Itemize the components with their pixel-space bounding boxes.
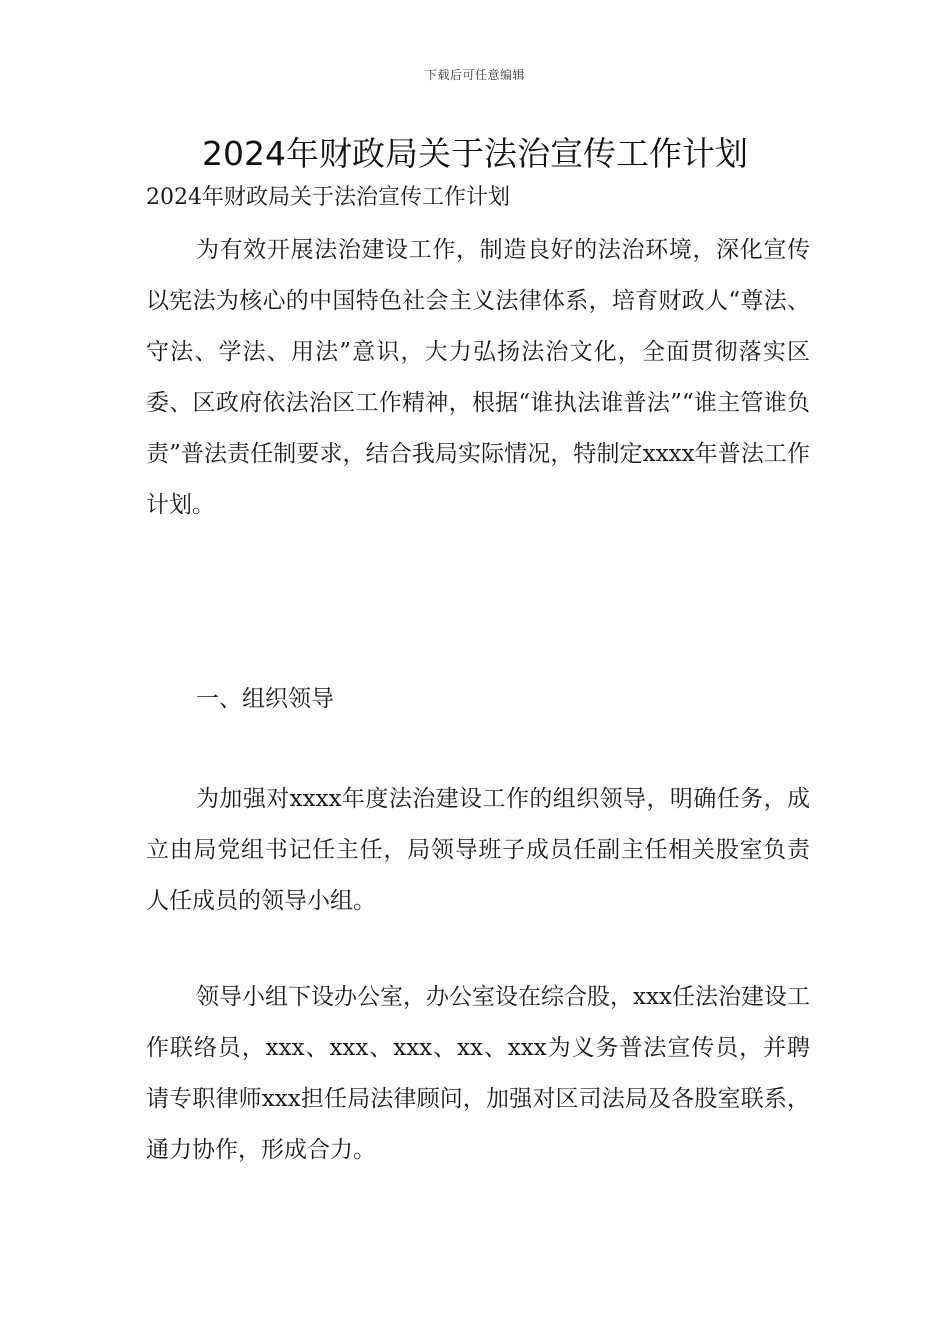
document-title: 2024年财政局关于法治宣传工作计划 (202, 134, 748, 173)
document-subtitle: 2024年财政局关于法治宣传工作计划 (146, 185, 510, 210)
section-heading-organization: 一、组织领导 (196, 686, 334, 712)
header-note: 下载后可任意编辑 (424, 68, 525, 82)
intro-paragraph: 为有效开展法治建设工作，制造良好的法治环境，深化宣传以宪法为核心的中国特色社会主义法律体系，培育财政人“尊法、守法、学法、用法”意识，大力弘扬法治文化，全面贯彻落实区委、区政府依法治区工作精神，根据“谁执法谁普法”“谁主管谁负责”普法责任制要求，结合我局实际情况，特制定xxxx年普法工作计划。 (146, 237, 810, 518)
leadership-group-paragraph: 为加强对xxxx年度法治建设工作的组织领导，明确任务，成立由局党组书记任主任，局领导班子成员任副主任相关股室负责人任成员的领导小组。 (146, 786, 810, 914)
office-setup-paragraph: 领导小组下设办公室，办公室设在综合股，xxx任法治建设工作联络员，xxx、xxx、xxx、xx、xxx为义务普法宣传员，并聘请专职律师xxx担任局法律顾问，加强对区司法局及各股室联系，通力协作，形成合力。 (146, 984, 810, 1163)
